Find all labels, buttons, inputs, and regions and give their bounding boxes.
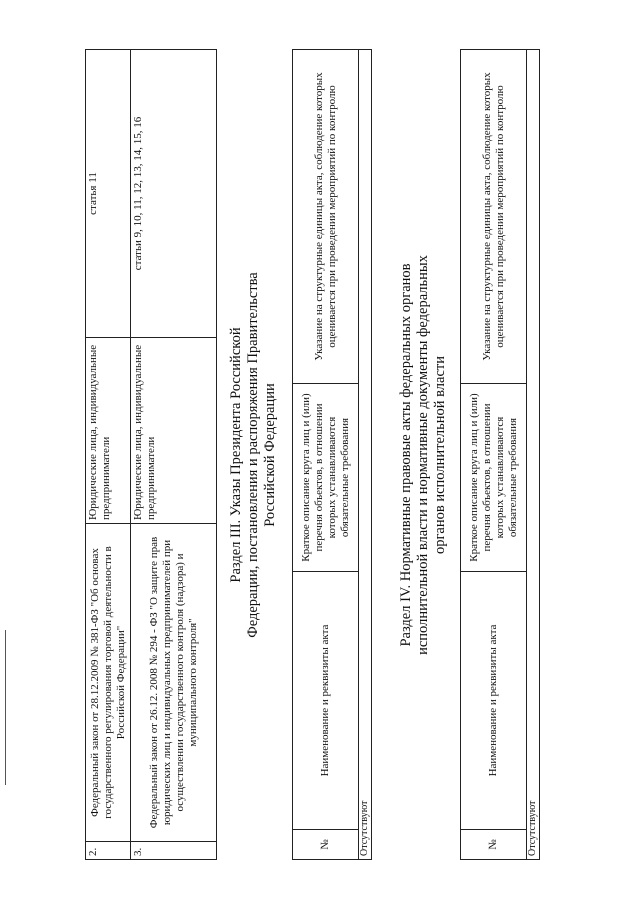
- row-number: 3.: [131, 842, 217, 860]
- section-4-table: [460, 49, 540, 860]
- section-3-line: Раздел III. Указы Президента Российской: [228, 327, 244, 583]
- table-row: [359, 50, 372, 860]
- header-units: Указание на структурные единицы акта, соблюдение которых оценивается при проведении мероприятий по контролю: [293, 50, 359, 384]
- header-name: Наименование и реквизиты акта: [293, 572, 359, 830]
- table-row: [527, 50, 540, 860]
- row-number: 2.: [86, 842, 131, 860]
- header-row: [461, 50, 527, 860]
- section-4-line: Раздел IV. Нормативные правовые акты федеральных органов: [398, 263, 414, 647]
- section-3-line: Федерации, постановления и распоряжения Правительства: [245, 272, 261, 638]
- footnote-divider: [5, 630, 6, 785]
- header-num: №: [293, 830, 359, 860]
- section-4-line: органов исполнительной власти: [432, 356, 448, 555]
- article-units: статья 11: [86, 50, 131, 338]
- section-4-heading: [398, 155, 449, 755]
- article-units: статьи 9, 10, 11, 12, 13, 14, 15, 16: [131, 50, 217, 338]
- section-3-table: [292, 49, 372, 860]
- header-row: [293, 50, 359, 860]
- absent-text: Отсутствуют: [527, 50, 540, 860]
- header-name: Наименование и реквизиты акта: [461, 572, 527, 830]
- act-name: Федеральный закон от 26.12. 2008 № 294 - ФЗ "О защите прав юридических лиц и индивидуальных предпринимателей при осуществлении государственного контроля (надзора) и муниципального контроля": [131, 524, 217, 842]
- act-name: Федеральный закон от 28.12.2009 № 381-ФЗ "Об основах государственного регулирования торговой деятельности в Российской Федерации": [86, 524, 131, 842]
- persons-description: Юридические лица, индивидуальные предприниматели: [131, 338, 217, 524]
- section-3-line: Российской Федерации: [262, 383, 278, 527]
- section-4-line: исполнительной власти и нормативные документы федеральных: [415, 255, 431, 655]
- persons-description: Юридические лица, индивидуальные предприниматели: [86, 338, 131, 524]
- header-persons: Краткое описание круга лиц и (или) перечня объектов, в отношении которых устанавливаются обязательные требования: [293, 384, 359, 572]
- header-persons: Краткое описание круга лиц и (или) перечня объектов, в отношении которых устанавливаются обязательные требования: [461, 384, 527, 572]
- header-num: №: [461, 830, 527, 860]
- table-row: [131, 50, 217, 860]
- header-units: Указание на структурные единицы акта, соблюдение которых оценивается при проведении мероприятий по контролю: [461, 50, 527, 384]
- absent-text: Отсутствуют: [359, 50, 372, 860]
- section-3-heading: [228, 155, 279, 755]
- table-row: [86, 50, 131, 860]
- federal-laws-table: [85, 49, 217, 860]
